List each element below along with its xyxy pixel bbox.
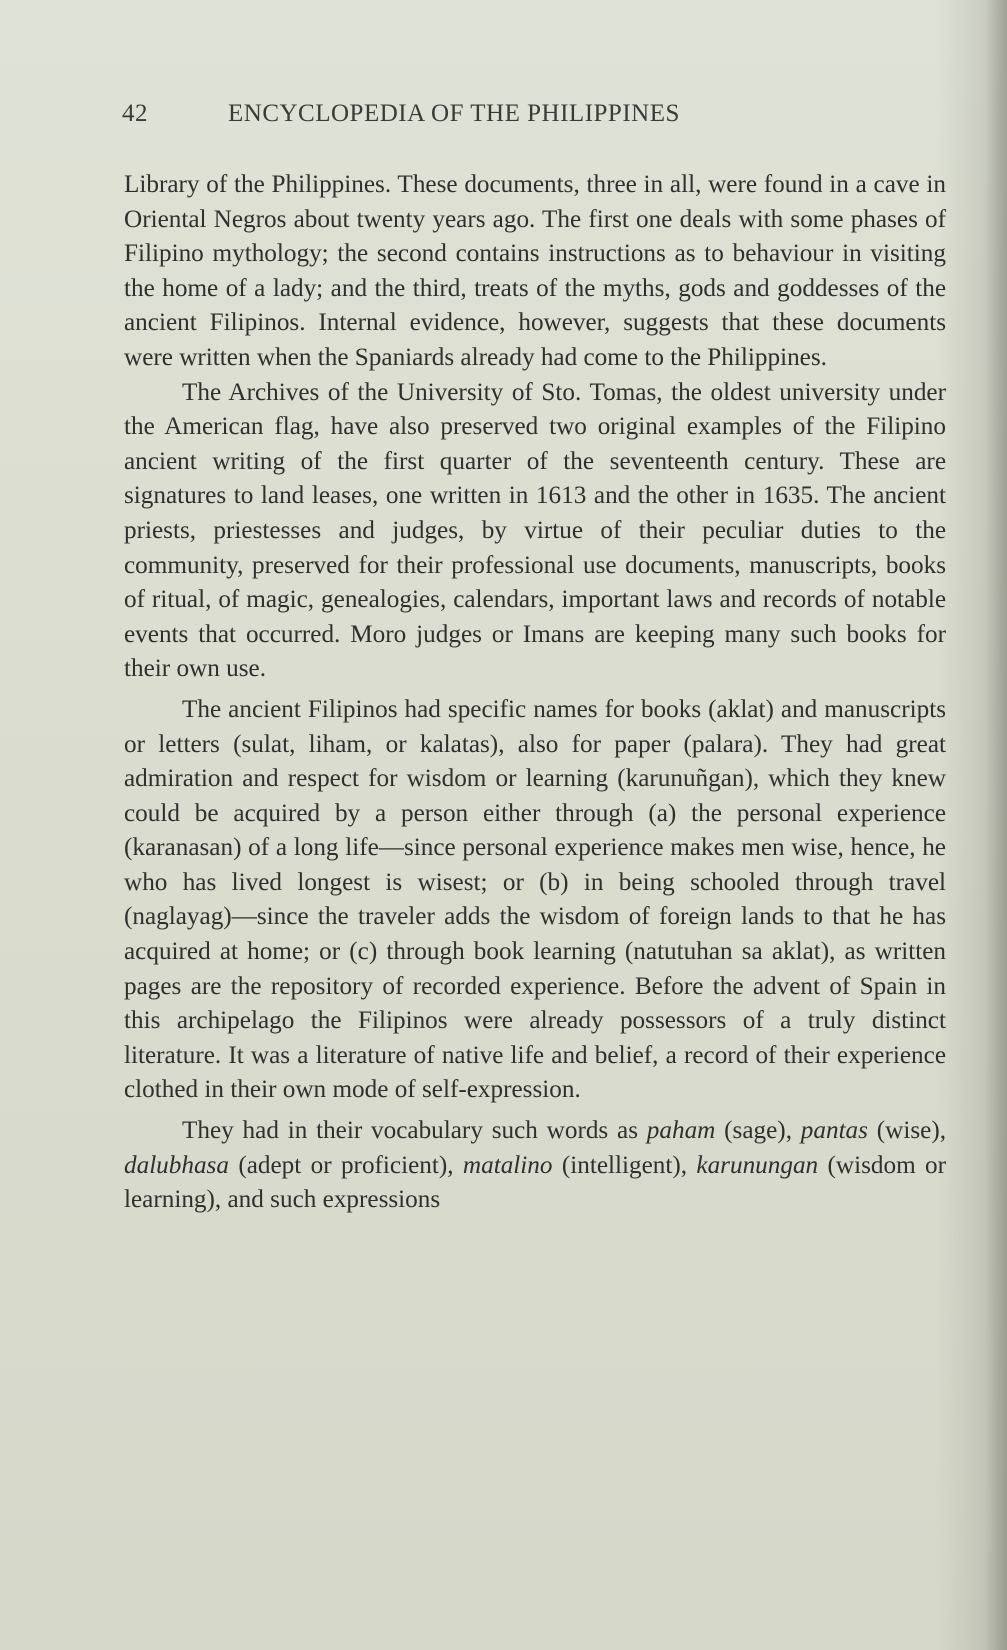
term-italic: matalino — [462, 1151, 553, 1179]
paragraph-vocabulary — [124, 1114, 946, 1218]
term-italic: paham — [646, 1117, 716, 1145]
page-edge-shadow — [985, 0, 1007, 1650]
page-body — [124, 168, 946, 1218]
text-segment: (wisdom or learning), and such expressions — [124, 1151, 946, 1214]
text-segment: (intelligent), — [552, 1151, 697, 1179]
term-italic: dalubhasa — [124, 1151, 229, 1179]
text-segment: (adept or proficient), — [228, 1151, 463, 1179]
paragraph-archives: The Archives of the University of Sto. Tomas, the oldest university under the American flag, have also preserved two original examples of the Filipino ancient writing of the first quarter of the seventeenth century. These are signatures to land leases, one written in 1613 and the other in 1635. The ancient priests, priestesses and judges, by virtue of their peculiar duties to the community, preserved for their professional use documents, manuscripts, books of ritual, of magic, genealogies, calendars, important laws and records of notable events that occurred. Moro judges or Imans are keeping many such books for their own use. — [124, 378, 946, 683]
book-title: ENCYCLOPEDIA OF THE PHILIPPINES — [228, 100, 680, 127]
text-segment: (sage), — [715, 1117, 801, 1145]
running-header — [122, 100, 952, 140]
paragraph-continued: Library of the Philippines. These documents, three in all, were found in a cave in Oriental Negros about twenty years ago. The first one deals with some phases of Filipino mythology; the second contains instructions as to behaviour in visiting the home of a lady; and the third, treats of the myths, gods and goddesses of the ancient Filipinos. Internal evidence, however, suggests that these documents were written when the Spaniards already had come to the Philippines. — [124, 171, 946, 371]
text-segment: They had in their vocabulary such words as — [182, 1117, 647, 1145]
term-italic: pantas — [800, 1117, 868, 1145]
text-segment: (wise), — [867, 1117, 946, 1145]
term-italic: karunungan — [696, 1151, 819, 1179]
paragraph-books-and-learning: The ancient Filipinos had specific names for books (aklat) and manuscripts or letters (sulat, liham, or kalatas), also for paper (palara). They had great admiration and respect for wisdom or learning (karunuñgan), which they knew could be acquired by a person either through (a) the personal experience (karanasan) of a long life—since personal experience makes men wise, hence, he who has lived longest is wisest; or (b) in being schooled through travel (naglayag)—since the traveler adds the wisdom of foreign lands to that he has acquired at home; or (c) through book learning (natutuhan sa aklat), as written pages are the repository of recorded experience. Before the advent of Spain in this archipelago the Filipinos were already possessors of a truly distinct literature. It was a literature of native life and belief, a record of their experience clothed in their own mode of self-expression. — [124, 695, 946, 1104]
page-number: 42 — [122, 100, 148, 127]
